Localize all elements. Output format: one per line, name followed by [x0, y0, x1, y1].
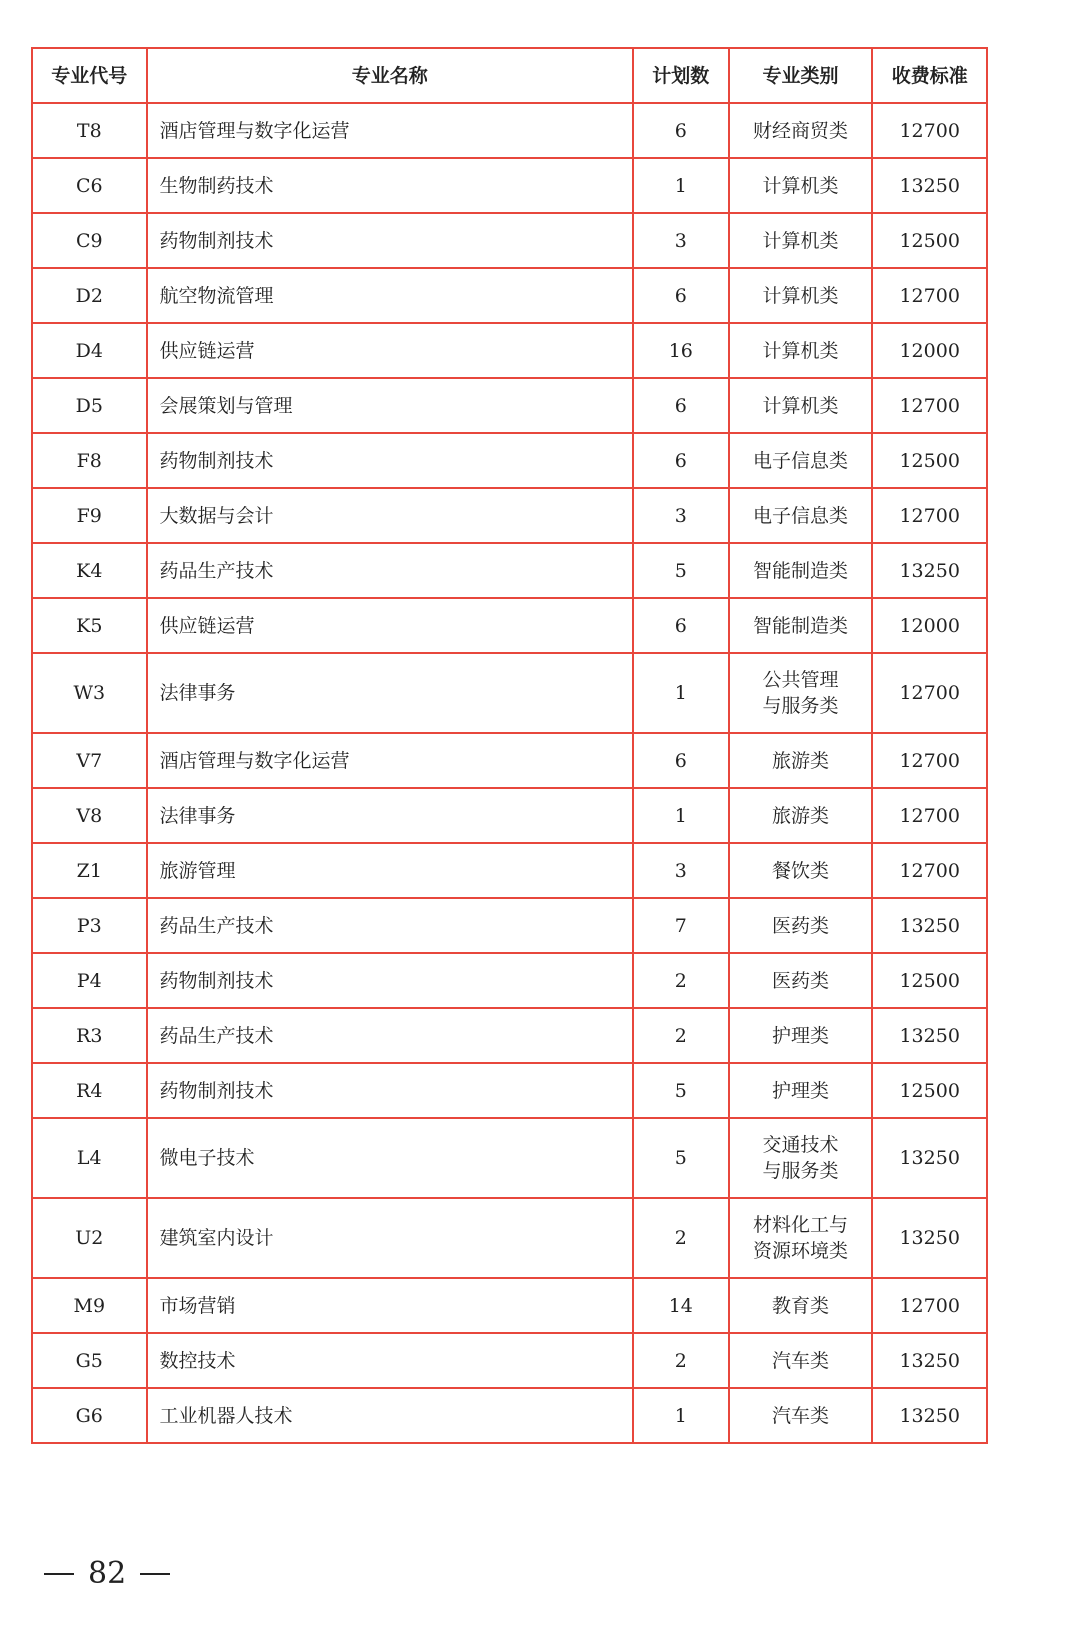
- cell-code: U2: [32, 1198, 147, 1278]
- cell-plan: 1: [633, 653, 729, 733]
- table-row: [32, 103, 987, 158]
- cell-plan: 6: [633, 433, 729, 488]
- cell-code: F8: [32, 433, 147, 488]
- table-header-row: [32, 48, 987, 103]
- table-row: [32, 788, 987, 843]
- page-number-right-dash: [140, 1573, 170, 1575]
- cell-category: 计算机类: [729, 378, 873, 433]
- cell-name: 微电子技术: [147, 1118, 633, 1198]
- cell-category: 材料化工与 资源环境类: [729, 1198, 873, 1278]
- cell-plan: 2: [633, 1198, 729, 1278]
- header-category: 专业类别: [729, 48, 873, 103]
- cell-name: 会展策划与管理: [147, 378, 633, 433]
- cell-fee: 12700: [872, 843, 987, 898]
- cell-fee: 12700: [872, 488, 987, 543]
- cell-plan: 2: [633, 953, 729, 1008]
- cell-name: 药物制剂技术: [147, 1063, 633, 1118]
- table-row: [32, 1118, 987, 1198]
- cell-plan: 1: [633, 788, 729, 843]
- cell-plan: 6: [633, 103, 729, 158]
- table-row: [32, 598, 987, 653]
- header-code: 专业代号: [32, 48, 147, 103]
- cell-category: 电子信息类: [729, 488, 873, 543]
- cell-plan: 6: [633, 733, 729, 788]
- table-row: [32, 843, 987, 898]
- cell-plan: 1: [633, 158, 729, 213]
- cell-category: 护理类: [729, 1008, 873, 1063]
- cell-name: 法律事务: [147, 788, 633, 843]
- cell-code: P4: [32, 953, 147, 1008]
- cell-name: 供应链运营: [147, 598, 633, 653]
- cell-category: 医药类: [729, 953, 873, 1008]
- cell-name: 药品生产技术: [147, 898, 633, 953]
- major-table: [31, 47, 988, 1444]
- cell-plan: 2: [633, 1333, 729, 1388]
- cell-category: 电子信息类: [729, 433, 873, 488]
- cell-plan: 16: [633, 323, 729, 378]
- cell-fee: 12500: [872, 953, 987, 1008]
- cell-category: 财经商贸类: [729, 103, 873, 158]
- cell-fee: 13250: [872, 543, 987, 598]
- cell-code: K5: [32, 598, 147, 653]
- table-row: [32, 1063, 987, 1118]
- cell-category: 计算机类: [729, 158, 873, 213]
- cell-name: 数控技术: [147, 1333, 633, 1388]
- table-row: [32, 378, 987, 433]
- table-row: [32, 653, 987, 733]
- cell-code: D5: [32, 378, 147, 433]
- cell-fee: 12700: [872, 1278, 987, 1333]
- cell-name: 工业机器人技术: [147, 1388, 633, 1443]
- table-row: [32, 213, 987, 268]
- cell-name: 旅游管理: [147, 843, 633, 898]
- table-row: [32, 268, 987, 323]
- cell-category: 计算机类: [729, 268, 873, 323]
- header-name: 专业名称: [147, 48, 633, 103]
- cell-code: D4: [32, 323, 147, 378]
- cell-fee: 12700: [872, 788, 987, 843]
- cell-code: K4: [32, 543, 147, 598]
- cell-code: W3: [32, 653, 147, 733]
- page-number-left-dash: [44, 1573, 74, 1575]
- cell-code: G5: [32, 1333, 147, 1388]
- cell-code: G6: [32, 1388, 147, 1443]
- cell-code: R4: [32, 1063, 147, 1118]
- cell-name: 大数据与会计: [147, 488, 633, 543]
- cell-category: 护理类: [729, 1063, 873, 1118]
- cell-plan: 5: [633, 1063, 729, 1118]
- cell-name: 药品生产技术: [147, 543, 633, 598]
- cell-plan: 6: [633, 268, 729, 323]
- table-row: [32, 488, 987, 543]
- cell-code: D2: [32, 268, 147, 323]
- cell-code: Z1: [32, 843, 147, 898]
- cell-plan: 3: [633, 213, 729, 268]
- table-row: [32, 1198, 987, 1278]
- cell-category: 医药类: [729, 898, 873, 953]
- cell-code: R3: [32, 1008, 147, 1063]
- table-row: [32, 953, 987, 1008]
- cell-code: V7: [32, 733, 147, 788]
- cell-name: 航空物流管理: [147, 268, 633, 323]
- cell-category: 旅游类: [729, 733, 873, 788]
- cell-fee: 13250: [872, 898, 987, 953]
- cell-fee: 13250: [872, 1388, 987, 1443]
- cell-name: 法律事务: [147, 653, 633, 733]
- cell-category: 智能制造类: [729, 543, 873, 598]
- page-number: [44, 1556, 170, 1591]
- cell-fee: 12000: [872, 323, 987, 378]
- cell-category: 公共管理 与服务类: [729, 653, 873, 733]
- cell-name: 药物制剂技术: [147, 953, 633, 1008]
- cell-code: C6: [32, 158, 147, 213]
- table-row: [32, 1008, 987, 1063]
- cell-category: 汽车类: [729, 1333, 873, 1388]
- cell-fee: 12700: [872, 103, 987, 158]
- cell-fee: 12000: [872, 598, 987, 653]
- header-fee: 收费标准: [872, 48, 987, 103]
- table-body: [32, 103, 987, 1443]
- cell-name: 生物制药技术: [147, 158, 633, 213]
- cell-plan: 5: [633, 543, 729, 598]
- cell-category: 计算机类: [729, 213, 873, 268]
- cell-category: 交通技术 与服务类: [729, 1118, 873, 1198]
- cell-plan: 1: [633, 1388, 729, 1443]
- cell-category: 汽车类: [729, 1388, 873, 1443]
- cell-fee: 12700: [872, 268, 987, 323]
- cell-category: 计算机类: [729, 323, 873, 378]
- cell-code: T8: [32, 103, 147, 158]
- cell-name: 酒店管理与数字化运营: [147, 733, 633, 788]
- cell-name: 市场营销: [147, 1278, 633, 1333]
- table-row: [32, 433, 987, 488]
- cell-plan: 14: [633, 1278, 729, 1333]
- table-row: [32, 733, 987, 788]
- cell-plan: 6: [633, 598, 729, 653]
- cell-code: V8: [32, 788, 147, 843]
- cell-name: 药品生产技术: [147, 1008, 633, 1063]
- cell-category: 旅游类: [729, 788, 873, 843]
- cell-fee: 12700: [872, 378, 987, 433]
- page-number-value: 82: [88, 1556, 127, 1591]
- cell-category: 智能制造类: [729, 598, 873, 653]
- cell-plan: 3: [633, 843, 729, 898]
- cell-plan: 3: [633, 488, 729, 543]
- cell-fee: 12700: [872, 733, 987, 788]
- cell-fee: 12500: [872, 213, 987, 268]
- cell-fee: 13250: [872, 1333, 987, 1388]
- cell-plan: 7: [633, 898, 729, 953]
- cell-fee: 13250: [872, 158, 987, 213]
- cell-category: 餐饮类: [729, 843, 873, 898]
- cell-fee: 12500: [872, 433, 987, 488]
- cell-code: M9: [32, 1278, 147, 1333]
- cell-code: C9: [32, 213, 147, 268]
- cell-fee: 12700: [872, 653, 987, 733]
- cell-name: 供应链运营: [147, 323, 633, 378]
- cell-fee: 12500: [872, 1063, 987, 1118]
- cell-name: 酒店管理与数字化运营: [147, 103, 633, 158]
- cell-plan: 2: [633, 1008, 729, 1063]
- table-row: [32, 1333, 987, 1388]
- cell-code: F9: [32, 488, 147, 543]
- table-row: [32, 1388, 987, 1443]
- cell-plan: 5: [633, 1118, 729, 1198]
- cell-name: 建筑室内设计: [147, 1198, 633, 1278]
- header-plan: 计划数: [633, 48, 729, 103]
- table-row: [32, 1278, 987, 1333]
- cell-fee: 13250: [872, 1008, 987, 1063]
- cell-fee: 13250: [872, 1198, 987, 1278]
- cell-plan: 6: [633, 378, 729, 433]
- table-row: [32, 158, 987, 213]
- cell-fee: 13250: [872, 1118, 987, 1198]
- table-row: [32, 898, 987, 953]
- cell-name: 药物制剂技术: [147, 213, 633, 268]
- cell-code: P3: [32, 898, 147, 953]
- cell-code: L4: [32, 1118, 147, 1198]
- cell-category: 教育类: [729, 1278, 873, 1333]
- table-row: [32, 543, 987, 598]
- table-row: [32, 323, 987, 378]
- cell-name: 药物制剂技术: [147, 433, 633, 488]
